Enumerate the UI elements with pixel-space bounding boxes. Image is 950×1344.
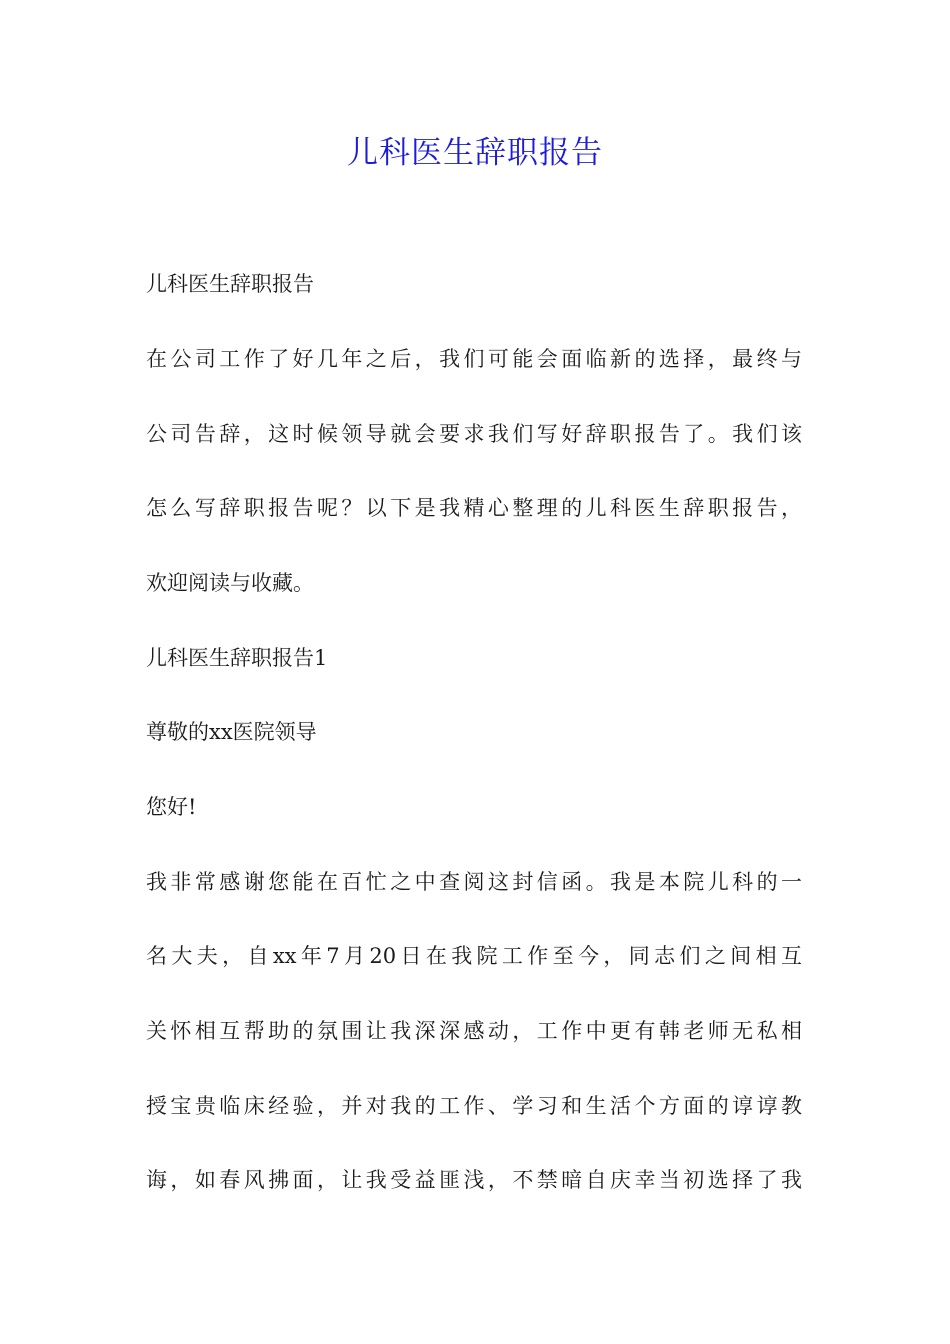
paragraph-line: 欢迎阅读与收藏。 <box>146 571 314 595</box>
paragraph-line: 怎么写辞职报告呢？以下是我精心整理的儿科医生辞职报告， <box>146 496 802 520</box>
subtitle-line: 儿科医生辞职报告 <box>146 272 314 296</box>
paragraph-line: 在公司工作了好几年之后，我们可能会面临新的选择，最终与 <box>146 347 802 371</box>
section-heading: 儿科医生辞职报告1 <box>146 646 328 670</box>
greeting: 您好! <box>146 795 197 819</box>
paragraph-line: 诲，如春风拂面，让我受益匪浅，不禁暗自庆幸当初选择了我 <box>146 1168 802 1192</box>
document-title: 儿科医生辞职报告 <box>347 135 603 171</box>
paragraph-line: 名大夫，自xx年7月20日在我院工作至今，同志们之间相互 <box>146 944 802 968</box>
paragraph-line: 授宝贵临床经验，并对我的工作、学习和生活个方面的谆谆教 <box>146 1094 802 1118</box>
paragraph-line: 我非常感谢您能在百忙之中查阅这封信函。我是本院儿科的一 <box>146 870 802 894</box>
paragraph-line: 公司告辞，这时候领导就会要求我们写好辞职报告了。我们该 <box>146 422 802 446</box>
salutation: 尊敬的xx医院领导 <box>146 720 317 744</box>
paragraph-line: 关怀相互帮助的氛围让我深深感动，工作中更有韩老师无私相 <box>146 1019 802 1043</box>
